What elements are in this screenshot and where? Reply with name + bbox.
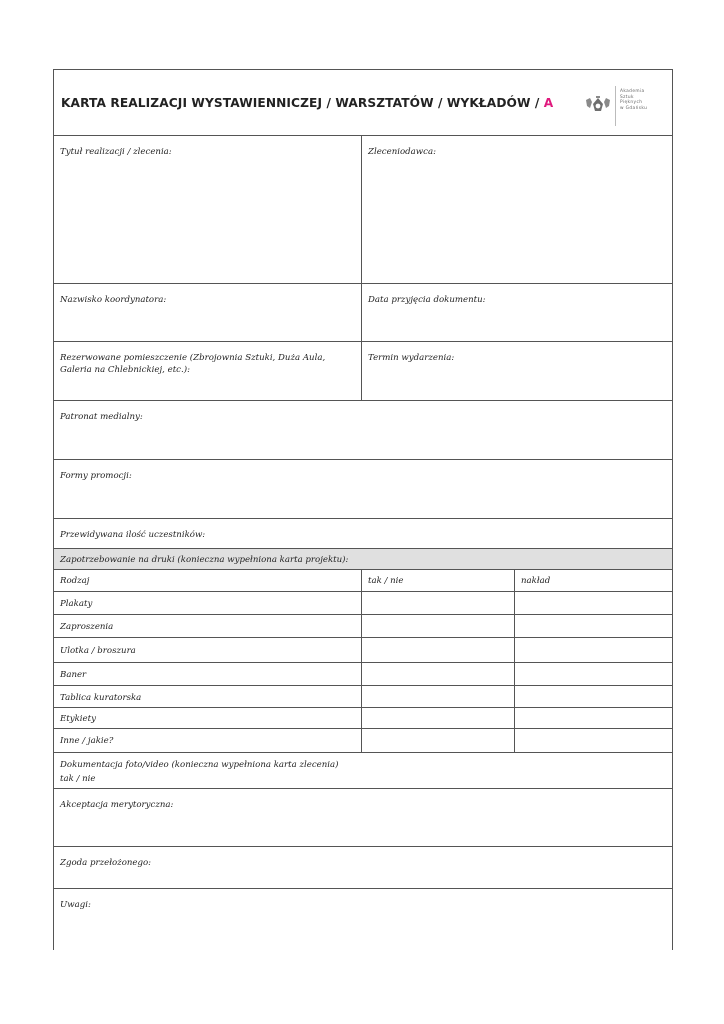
form-header [54,70,672,136]
row-type-label: Plakaty [60,599,93,609]
row-type-label: Etykiety [60,714,96,724]
yes-no-cell[interactable] [361,615,514,637]
prints-section-label: Zapotrzebowanie na druki (konieczna wypełniona karta projektu): [60,555,349,565]
yes-no-cell[interactable] [361,729,514,752]
rooms-field[interactable] [54,342,361,400]
row-type-label: Baner [60,670,87,680]
promotion-label: Formy promocji: [60,471,132,481]
title-client-row [54,136,672,284]
yes-no-cell[interactable] [361,708,514,728]
media-patron-field[interactable] [54,401,672,460]
table-row [54,592,672,615]
yes-no-cell[interactable] [361,686,514,707]
logo-divider [615,86,616,126]
row-type-label: Ulotka / broszura [60,646,136,656]
logo-text: Akademia Sztuk Pięknych w Gdańsku [620,89,648,111]
event-date-field[interactable] [361,342,674,400]
approval-label: Akceptacja merytoryczna: [60,800,174,810]
client-field[interactable] [361,136,674,283]
title-field[interactable] [54,136,361,283]
table-row [54,729,672,753]
row-type-label: Zaproszenia [60,622,114,632]
notes-label: Uwagi: [60,900,91,910]
photo-video-options: tak / nie [60,774,96,784]
table-row [54,638,672,663]
participants-label: Przewidywana ilość uczestników: [60,530,206,540]
table-row [54,615,672,638]
quantity-cell[interactable] [514,729,674,752]
event-date-field-label: Termin wydarzenia: [368,353,455,363]
column-header-quantity: nakład [514,570,674,591]
yes-no-cell[interactable] [361,592,514,614]
yes-no-cell[interactable] [361,638,514,662]
client-field-label: Zleceniodawca: [368,147,436,157]
photo-video-label: Dokumentacja foto/video (konieczna wypełniona karta zlecenia) [60,760,339,770]
quantity-cell[interactable] [514,663,674,685]
column-header-yes-no: tak / nie [361,570,514,591]
coordinator-field[interactable] [54,284,361,341]
media-patron-label: Patronat medialny: [60,412,143,422]
received-date-field[interactable] [361,284,674,341]
rooms-field-label: Rezerwowane pomieszczenie (Zbrojownia Sztuki, Duża Aula, Galeria na Chlebnickiej, etc.): [60,353,326,375]
quantity-cell[interactable] [514,638,674,662]
notes-field[interactable] [54,889,672,951]
coordinator-row [54,284,672,342]
row-type-label: Inne / jakie? [60,736,114,746]
form-title: KARTA REALIZACJI WYSTAWIENNICZEJ / WARSZTATÓW / WYKŁADÓW / A [61,96,554,110]
column-header-type: Rodzaj [60,576,90,586]
table-row [54,663,672,686]
row-type-label: Tablica kuratorska [60,693,142,703]
project-form [53,69,673,950]
prints-table-header [54,570,672,592]
participants-field[interactable] [54,519,672,549]
prints-section-header [54,549,672,570]
quantity-cell[interactable] [514,686,674,707]
table-row [54,708,672,729]
rooms-row [54,342,672,401]
quantity-cell[interactable] [514,615,674,637]
approval-field[interactable] [54,789,672,847]
photo-video-field[interactable] [54,753,672,789]
promotion-field[interactable] [54,460,672,519]
yes-no-cell[interactable] [361,663,514,685]
supervisor-field[interactable] [54,847,672,889]
coordinator-field-label: Nazwisko koordynatora: [60,295,167,305]
quantity-cell[interactable] [514,708,674,728]
title-field-label: Tytuł realizacji / zlecenia: [60,147,172,157]
academy-logo [584,86,670,126]
table-row [54,686,672,708]
crest-icon [584,96,612,114]
supervisor-label: Zgoda przełożonego: [60,858,152,868]
received-date-field-label: Data przyjęcia dokumentu: [368,295,486,305]
form-title-suffix: A [543,96,554,110]
quantity-cell[interactable] [514,592,674,614]
